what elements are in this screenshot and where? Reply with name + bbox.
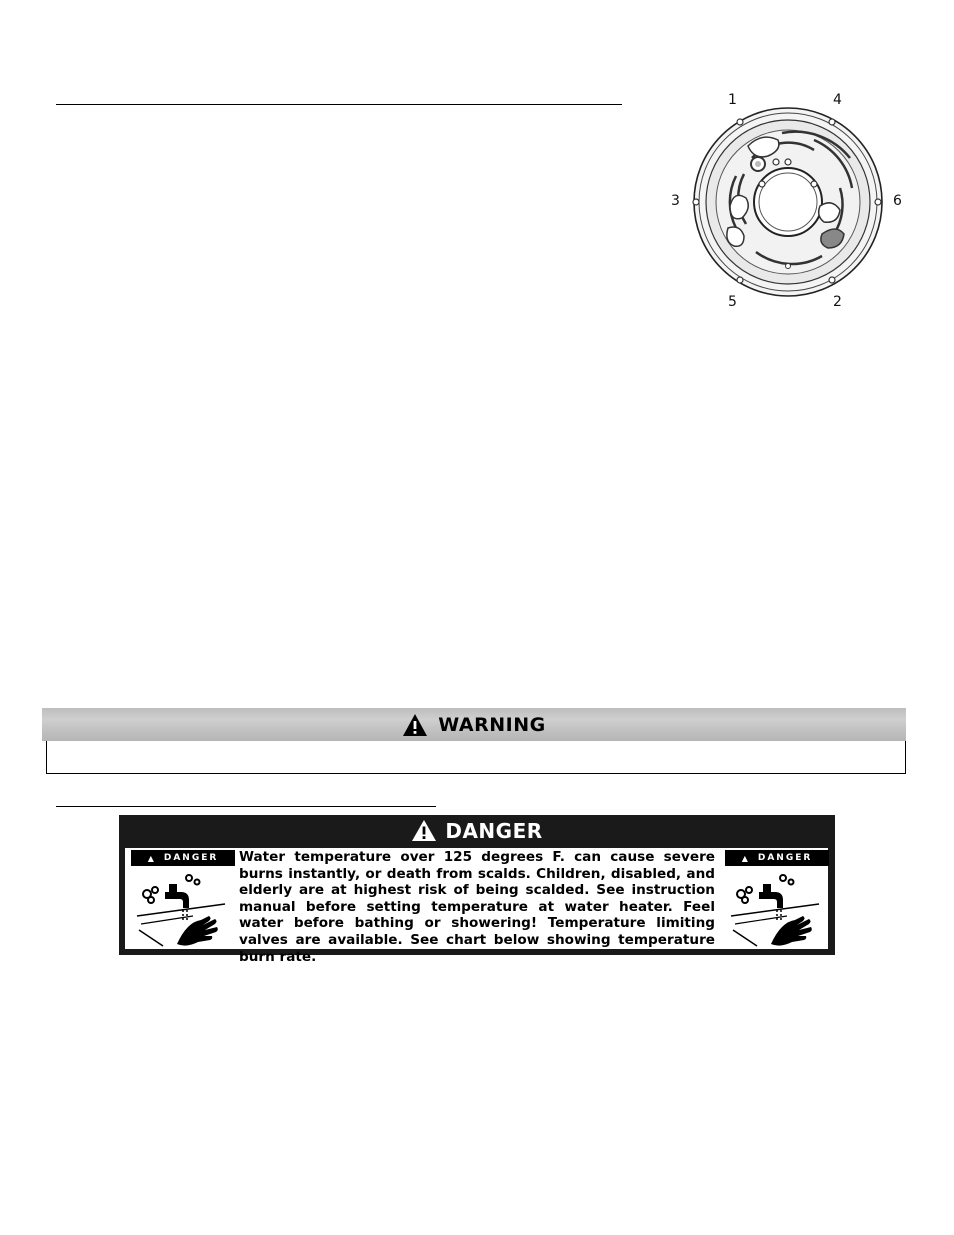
bolt-label-2: 2 [833, 294, 842, 310]
danger-header [119, 815, 835, 846]
danger-label [119, 815, 835, 965]
mini-triangle-icon: ▲ [741, 853, 750, 863]
warning-triangle-icon [402, 713, 428, 737]
bolt-label-3: 3 [671, 193, 680, 209]
danger-body [125, 848, 828, 965]
danger-triangle-icon [411, 819, 437, 842]
danger-side-panel-right [721, 848, 829, 949]
bolt-label-5: 5 [728, 294, 737, 310]
section-rule-top [56, 104, 622, 105]
element-bolt-diagram [664, 88, 914, 316]
danger-mini-tag [131, 850, 235, 866]
warning-title: WARNING [438, 713, 546, 736]
danger-message: Water temperature over 125 degrees F. can cause severe burns instantly, or death from scalds. Children, disabled, and elderly are at highest risk of being scalded. See instruction manual before setting temperature at water heater. Feel water before bathing or showering! Temperature limiting valves are available. See chart below showing temperature burn rate. [239, 849, 715, 965]
element-gasket-drawing [664, 88, 914, 316]
scald-hand-icon [133, 870, 233, 948]
warning-box [46, 708, 906, 774]
danger-side-panel-left [127, 848, 235, 949]
mini-triangle-icon: ▲ [147, 853, 156, 863]
warning-header [42, 708, 906, 741]
bolt-label-4: 4 [833, 92, 842, 108]
danger-mini-tag-text: DANGER [163, 853, 219, 863]
danger-title: DANGER [445, 818, 543, 843]
section-rule-middle [56, 806, 436, 807]
danger-mini-tag [725, 850, 829, 866]
danger-mini-tag-text: DANGER [757, 853, 813, 863]
scald-hand-icon [727, 870, 827, 948]
bolt-label-6: 6 [893, 193, 902, 209]
bolt-label-1: 1 [728, 92, 737, 108]
